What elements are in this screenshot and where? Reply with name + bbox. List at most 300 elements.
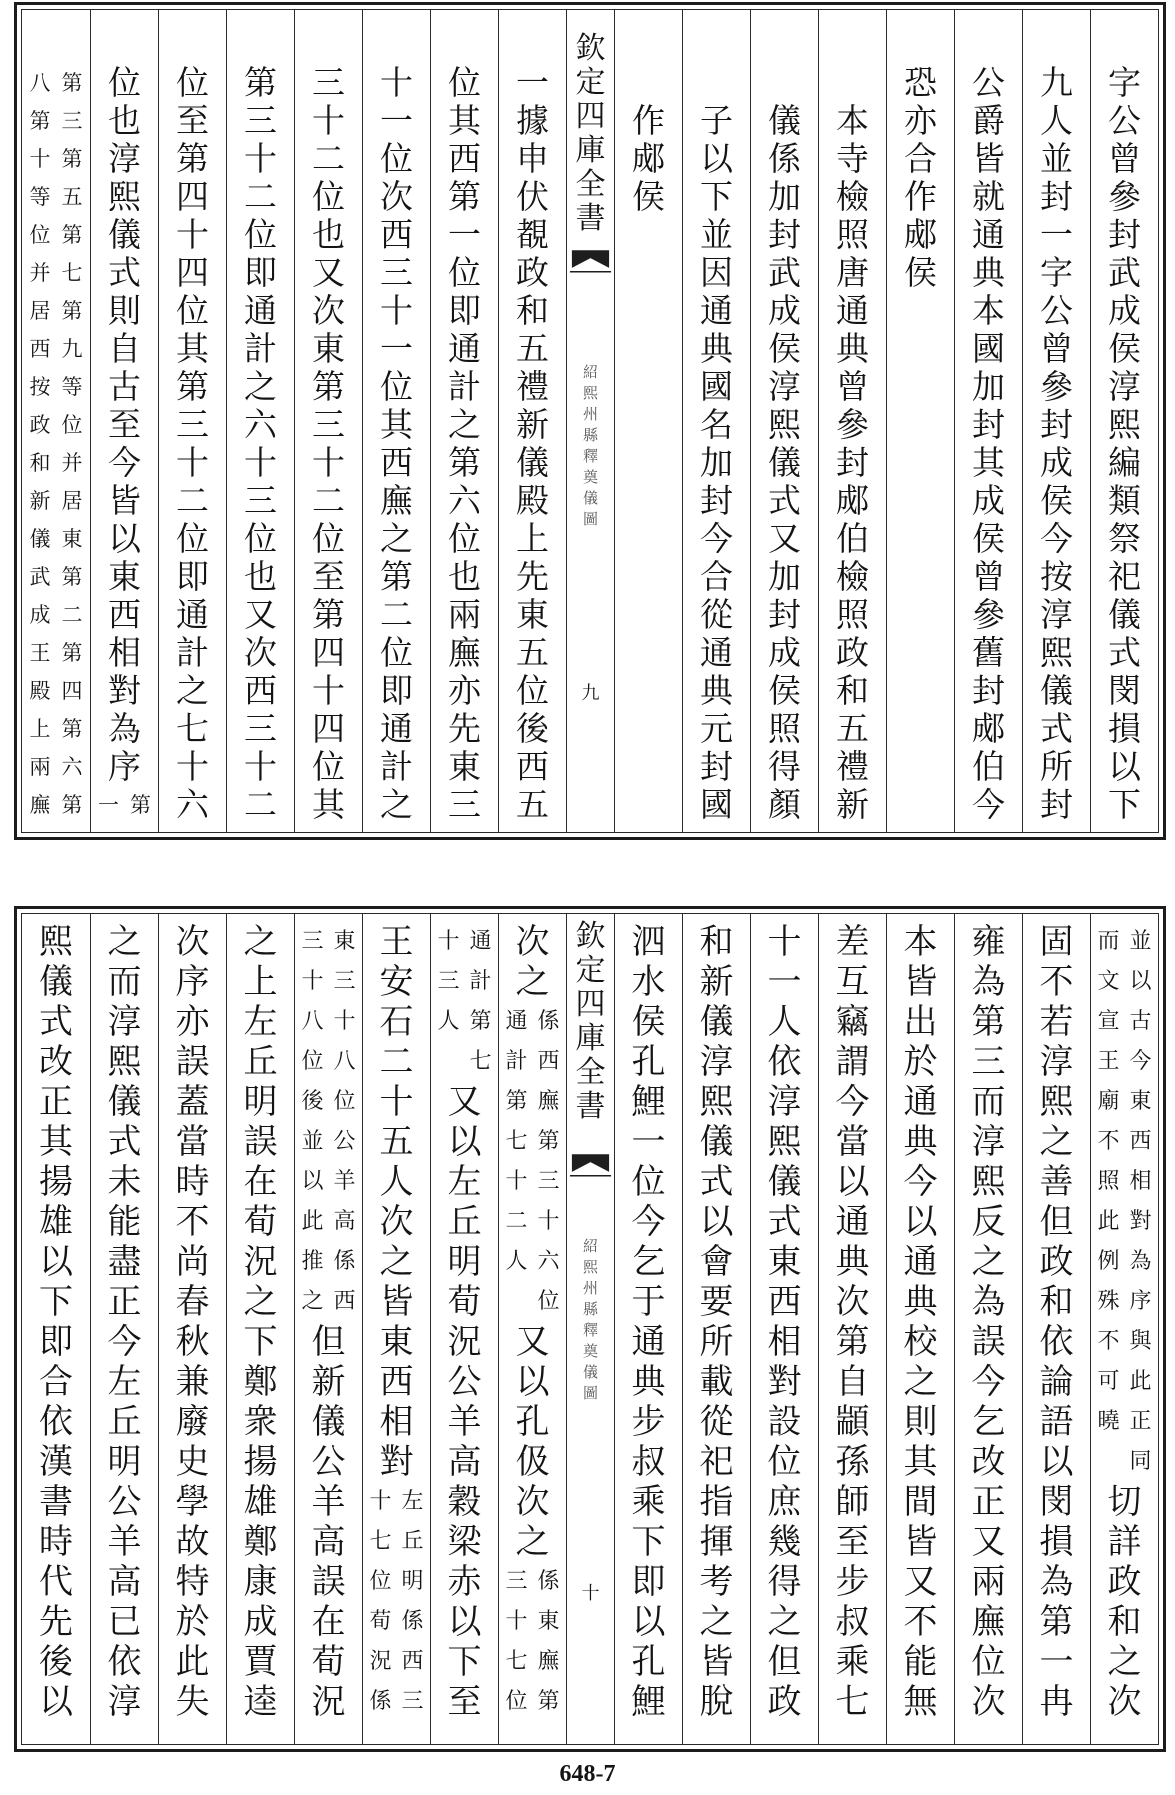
glyph: 即 [631, 1562, 666, 1602]
glyph: 先 [448, 709, 481, 748]
glyph: 其 [903, 1442, 938, 1482]
glyph: 縣 [582, 426, 598, 444]
glyph: 居 [29, 299, 51, 323]
glyph: 之 [379, 1242, 414, 1282]
glyph: 之 [448, 405, 481, 444]
text-column [954, 10, 1022, 832]
glyph: 第 [537, 1689, 560, 1714]
glyph: 不 [1097, 1329, 1120, 1354]
glyph: 六 [448, 481, 481, 520]
glyph: 以 [1129, 969, 1152, 994]
glyph: 也 [244, 557, 277, 596]
text-column [1090, 10, 1158, 832]
glyph: 五 [61, 185, 83, 209]
glyph: 淳 [1108, 367, 1141, 406]
text-column [158, 10, 226, 832]
glyph: 子 [700, 101, 733, 140]
glyph: 一 [1039, 1642, 1074, 1682]
glyph: 第 [61, 793, 83, 817]
glyph: 熙 [107, 1042, 142, 1082]
glyph: 皆 [699, 1642, 734, 1682]
glyph: 史 [175, 1442, 210, 1482]
glyph: 七 [369, 1529, 392, 1554]
glyph: 位 [380, 633, 413, 672]
text-column [294, 10, 362, 832]
text-column [682, 10, 750, 832]
glyph: 儀 [39, 962, 73, 1002]
glyph: 書 [39, 1482, 73, 1522]
glyph: 詳 [1107, 1522, 1142, 1562]
glyph: 居 [61, 489, 83, 513]
glyph: 本 [836, 101, 869, 140]
text-column [90, 914, 158, 1744]
glyph: 人 [437, 1009, 460, 1034]
glyph: 間 [903, 1482, 938, 1522]
glyph: 東 [1129, 1089, 1152, 1114]
glyph: 熙 [108, 177, 141, 216]
glyph: 但 [1039, 1202, 1074, 1242]
glyph: 三 [244, 481, 277, 520]
glyph: 古 [108, 367, 141, 406]
annotation-left-line [503, 1562, 531, 1722]
glyph: 淳 [107, 1002, 142, 1042]
text-column [750, 914, 818, 1744]
glyph: 鄭 [243, 1522, 278, 1562]
glyph: 一 [380, 329, 413, 368]
glyph: 西 [333, 1289, 356, 1314]
glyph: 荀 [311, 1642, 346, 1682]
glyph: 通 [972, 215, 1005, 254]
glyph: 熙 [1039, 1082, 1074, 1122]
column-text [683, 922, 750, 1722]
glyph: 則 [108, 291, 141, 330]
column-text [819, 922, 886, 1722]
glyph: 計 [448, 367, 481, 406]
glyph: 孫 [835, 1442, 870, 1482]
glyph: 第 [130, 793, 151, 817]
glyph: 儀 [1108, 595, 1141, 634]
glyph: 定 [575, 953, 606, 988]
glyph: 五 [516, 329, 549, 368]
glyph: 以 [835, 1162, 870, 1202]
glyph: 為 [971, 1282, 1006, 1322]
glyph: 要 [699, 1282, 734, 1322]
glyph: 武 [1108, 253, 1141, 292]
glyph: 閔 [1108, 671, 1141, 710]
glyph: 申 [516, 139, 549, 178]
glyph: 其 [448, 101, 481, 140]
glyph: 差 [835, 922, 870, 962]
glyph: 侯 [1108, 329, 1141, 368]
glyph: 所 [699, 1322, 734, 1362]
glyph: 西 [767, 1282, 802, 1322]
glyph: 儀 [107, 1082, 142, 1122]
glyph: 特 [175, 1562, 210, 1602]
glyph: 古 [1129, 1009, 1152, 1034]
column-text [499, 1322, 566, 1562]
glyph: 鄭 [243, 1362, 278, 1402]
glyph: 會 [699, 1242, 734, 1282]
text-column [1022, 914, 1090, 1744]
text-column [226, 10, 294, 832]
glyph: 為 [1039, 1562, 1074, 1602]
annotation-left-line [95, 786, 123, 824]
glyph: 計 [176, 633, 209, 672]
glyph: 縣 [582, 1300, 598, 1318]
glyph: 本 [903, 922, 938, 962]
glyph: 書 [575, 1089, 606, 1124]
glyph: 閔 [1039, 1482, 1074, 1522]
glyph: 侯 [632, 177, 665, 216]
glyph: 七 [469, 1049, 492, 1074]
glyph: 荀 [243, 1202, 278, 1242]
glyph: 係 [768, 139, 801, 178]
glyph: 淳 [767, 1082, 802, 1122]
glyph: 下 [447, 1642, 482, 1682]
text-column [886, 10, 954, 832]
column-text [499, 922, 566, 1002]
glyph: 從 [700, 595, 733, 634]
glyph: 左 [447, 1162, 482, 1202]
glyph: 失 [175, 1682, 210, 1722]
glyph: 第 [469, 1009, 492, 1034]
glyph: 十 [505, 1609, 528, 1634]
glyph: 三 [61, 109, 83, 133]
column-text [1091, 64, 1158, 824]
glyph: 公 [1040, 291, 1073, 330]
glyph: 高 [311, 1522, 346, 1562]
glyph: 依 [39, 1402, 73, 1442]
glyph: 第 [448, 177, 481, 216]
glyph: 第 [448, 443, 481, 482]
glyph: 檢 [836, 557, 869, 596]
glyph: 後 [39, 1642, 73, 1682]
glyph: 此 [1129, 1369, 1152, 1394]
glyph: 係 [369, 1689, 392, 1714]
glyph: 序 [175, 962, 210, 1002]
glyph: 後 [516, 709, 549, 748]
column-text [1023, 64, 1090, 824]
glyph: 之 [243, 922, 278, 962]
glyph: 名 [700, 405, 733, 444]
glyph: 檢 [836, 177, 869, 216]
interlinear-annotation [499, 1002, 566, 1322]
glyph: 次 [380, 177, 413, 216]
glyph: 今 [903, 1162, 938, 1202]
glyph: 三 [971, 1042, 1006, 1082]
glyph: 政 [1107, 1562, 1142, 1602]
text-column [90, 10, 158, 832]
glyph: 之 [244, 367, 277, 406]
glyph: 殊 [1097, 1289, 1120, 1314]
glyph: 對 [767, 1362, 802, 1402]
glyph: 左 [107, 1362, 142, 1402]
column-text [363, 922, 430, 1482]
glyph: 州 [582, 405, 598, 423]
glyph: 梁 [447, 1522, 482, 1562]
glyph: 不 [1097, 1129, 1120, 1154]
glyph: 西 [29, 337, 51, 361]
glyph: 十 [312, 671, 345, 710]
glyph: 式 [768, 481, 801, 520]
glyph: 第 [537, 1129, 560, 1154]
glyph: 考 [699, 1562, 734, 1602]
glyph: 位 [369, 1569, 392, 1594]
glyph: 典 [700, 671, 733, 710]
glyph: 況 [369, 1649, 392, 1674]
glyph: 又 [447, 1082, 482, 1122]
glyph: 步 [631, 1402, 666, 1442]
glyph: 第 [61, 223, 83, 247]
glyph: 紹 [582, 1237, 598, 1255]
glyph: 十 [767, 922, 802, 962]
text-column [22, 914, 90, 1744]
glyph: 位 [312, 519, 345, 558]
glyph: 誤 [311, 1562, 346, 1602]
glyph: 八 [333, 1049, 356, 1074]
glyph: 成 [1040, 443, 1073, 482]
glyph: 典 [903, 1282, 938, 1322]
glyph: 釋 [582, 447, 598, 465]
glyph: 廢 [175, 1402, 210, 1442]
annotation-right-line [1127, 922, 1155, 1482]
glyph: 序 [108, 747, 141, 786]
glyph: 冉 [1039, 1682, 1074, 1722]
text-column [818, 10, 886, 832]
glyph: 即 [244, 253, 277, 292]
glyph: 十 [437, 929, 460, 954]
glyph: 為 [1129, 1249, 1152, 1274]
glyph: 二 [312, 481, 345, 520]
glyph: 三 [244, 101, 277, 140]
glyph: 也 [448, 557, 481, 596]
glyph: 紹 [582, 363, 598, 381]
glyph: 丘 [401, 1529, 424, 1554]
glyph: 叔 [835, 1602, 870, 1642]
glyph: 衆 [243, 1402, 278, 1442]
glyph: 得 [768, 747, 801, 786]
glyph: 元 [700, 709, 733, 748]
glyph: 位 [516, 671, 549, 710]
book-subtitle [567, 362, 614, 530]
glyph: 禮 [516, 367, 549, 406]
glyph: 荀 [369, 1609, 392, 1634]
glyph: 第 [61, 717, 83, 741]
glyph: 一 [516, 63, 549, 102]
glyph: 加 [700, 443, 733, 482]
glyph: 公 [333, 1129, 356, 1154]
glyph: 兼 [175, 1362, 210, 1402]
glyph: 武 [29, 565, 51, 589]
glyph: 改 [971, 1442, 1006, 1482]
glyph: 所 [1040, 747, 1073, 786]
glyph: 封 [768, 595, 801, 634]
glyph: 殿 [29, 679, 51, 703]
glyph: 通 [469, 929, 492, 954]
glyph: 第 [61, 641, 83, 665]
glyph: 西 [401, 1649, 424, 1674]
glyph: 武 [768, 253, 801, 292]
glyph: 為 [108, 709, 141, 748]
text-column [430, 914, 498, 1744]
glyph: 況 [243, 1242, 278, 1282]
glyph: 類 [1108, 481, 1141, 520]
glyph: 此 [1097, 1209, 1120, 1234]
glyph: 又 [515, 1322, 550, 1362]
glyph: 十 [369, 1489, 392, 1514]
glyph: 九 [581, 683, 600, 704]
glyph: 並 [1040, 139, 1073, 178]
glyph: 其 [972, 443, 1005, 482]
glyph: 封 [836, 443, 869, 482]
annotation-left-line [1095, 922, 1123, 1442]
glyph: 二 [244, 177, 277, 216]
glyph: 儀 [1040, 671, 1073, 710]
column-text [295, 1322, 362, 1722]
glyph: 西 [108, 595, 141, 634]
glyph: 曾 [972, 557, 1005, 596]
glyph: 之 [515, 1522, 550, 1562]
glyph: 時 [39, 1522, 73, 1562]
glyph: 三 [401, 1689, 424, 1714]
glyph: 謂 [835, 1042, 870, 1082]
annotation-right-line [535, 1562, 563, 1722]
page-number: 648-7 [559, 1761, 616, 1787]
glyph: 儀 [768, 101, 801, 140]
glyph: 三 [244, 709, 277, 748]
glyph: 一 [98, 793, 119, 817]
glyph: 即 [448, 291, 481, 330]
glyph: 今 [107, 1322, 142, 1362]
glyph: 四 [312, 633, 345, 672]
glyph: 四 [61, 679, 83, 703]
glyph: 係 [537, 1009, 560, 1034]
glyph: 公 [311, 1442, 346, 1482]
glyph: 廡 [448, 633, 481, 672]
glyph: 十 [244, 139, 277, 178]
glyph: 熙 [1040, 633, 1073, 672]
glyph: 第 [61, 565, 83, 589]
center-spine [566, 10, 614, 832]
glyph: 十 [176, 443, 209, 482]
glyph: 明 [107, 1442, 142, 1482]
glyph: 定 [575, 65, 606, 100]
glyph: 得 [767, 1562, 802, 1602]
text-column [750, 10, 818, 832]
glyph: 通 [903, 1082, 938, 1122]
column-text [431, 64, 498, 824]
glyph: 西 [380, 215, 413, 254]
glyph: 第 [1039, 1602, 1074, 1642]
glyph: 公 [107, 1482, 142, 1522]
glyph: 相 [108, 633, 141, 672]
glyph: 一 [631, 1122, 666, 1162]
glyph: 新 [836, 785, 869, 824]
glyph: 亦 [175, 1002, 210, 1042]
glyph: 於 [175, 1602, 210, 1642]
glyph: 并 [61, 451, 83, 475]
glyph: 以 [903, 1202, 938, 1242]
glyph: 以 [699, 1202, 734, 1242]
glyph: 春 [175, 1282, 210, 1322]
glyph: 鯉 [631, 1082, 666, 1122]
glyph: 水 [631, 962, 666, 1002]
column-text [955, 64, 1022, 824]
glyph: 高 [447, 1442, 482, 1482]
glyph: 成 [972, 481, 1005, 520]
glyph: 十 [244, 443, 277, 482]
glyph: 四 [176, 253, 209, 292]
glyph: 丘 [243, 1042, 278, 1082]
glyph: 盡 [107, 1242, 142, 1282]
glyph: 以 [108, 519, 141, 558]
glyph: 三 [537, 1169, 560, 1194]
glyph: 參 [1040, 367, 1073, 406]
glyph: 熙 [767, 1122, 802, 1162]
interlinear-annotation [499, 1562, 566, 1722]
column-text [295, 64, 362, 824]
glyph: 以 [301, 1169, 324, 1194]
glyph: 七 [835, 1682, 870, 1722]
glyph: 之 [380, 519, 413, 558]
glyph: 指 [699, 1482, 734, 1522]
glyph: 庫 [575, 1021, 606, 1056]
glyph: 十 [379, 1082, 414, 1122]
glyph: 加 [972, 367, 1005, 406]
text-column [498, 914, 566, 1744]
glyph: 在 [243, 1162, 278, 1202]
glyph: 并 [29, 261, 51, 285]
glyph: 作 [904, 177, 937, 216]
glyph: 誤 [971, 1322, 1006, 1362]
glyph: 三 [301, 929, 324, 954]
glyph: 封 [1040, 785, 1073, 824]
glyph: 全 [575, 1055, 606, 1090]
glyph: 當 [835, 1122, 870, 1162]
glyph: 位 [244, 215, 277, 254]
glyph: 計 [505, 1049, 528, 1074]
glyph: 計 [244, 329, 277, 368]
column-text [499, 64, 566, 824]
glyph: 逵 [243, 1682, 278, 1722]
glyph: 三 [312, 405, 345, 444]
glyph: 之 [380, 785, 413, 824]
glyph: 封 [1040, 177, 1073, 216]
glyph: 至 [447, 1682, 482, 1722]
glyph: 孔 [631, 1642, 666, 1682]
text-column [818, 914, 886, 1744]
glyph: 恐 [904, 63, 937, 102]
glyph: 左 [243, 1002, 278, 1042]
glyph: 步 [835, 1562, 870, 1602]
glyph: 式 [767, 1202, 802, 1242]
text-column [430, 10, 498, 832]
glyph: 典 [836, 329, 869, 368]
glyph: 東 [61, 527, 83, 551]
glyph: 位 [176, 519, 209, 558]
glyph: 和 [836, 671, 869, 710]
glyph: 第 [61, 147, 83, 171]
glyph: 羊 [447, 1402, 482, 1442]
glyph: 時 [175, 1162, 210, 1202]
glyph: 雄 [243, 1482, 278, 1522]
glyph: 曉 [1097, 1409, 1120, 1434]
glyph: 第 [176, 139, 209, 178]
glyph: 東 [537, 1609, 560, 1634]
glyph: 寺 [836, 139, 869, 178]
glyph: 脫 [699, 1682, 734, 1722]
glyph: 按 [29, 375, 51, 399]
